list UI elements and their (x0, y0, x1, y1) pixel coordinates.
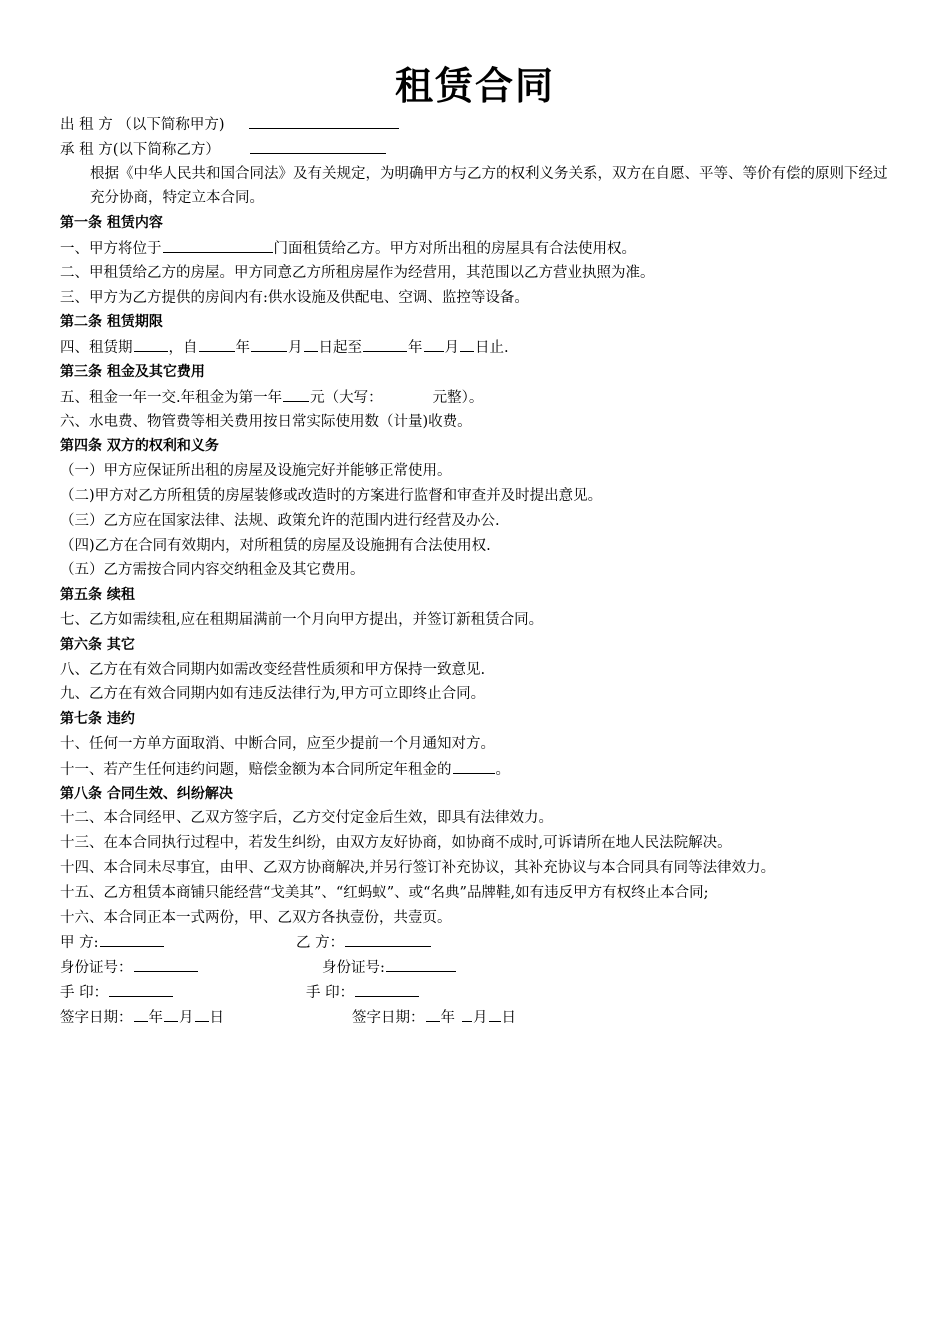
party-a-seal-label: 手 印： (60, 984, 109, 1001)
party-b-month-text: 月 (473, 1009, 488, 1026)
clause-7: 七、乙方如需续租,应在租期届满前一个月向甲方提出，并签订新租赁合同。 (60, 611, 544, 628)
term-text-6: 年 (408, 340, 423, 357)
clause-12: 十二、本合同经甲、乙双方签字后，乙方交付定金后生效，即具有法律效力。 (60, 810, 553, 827)
party-b-id-blank (386, 955, 456, 972)
document-title: 租赁合同 (394, 64, 555, 108)
end-day-blank (460, 335, 474, 352)
party-a-date-month (164, 1005, 178, 1022)
article-8-heading: 第八条 合同生效、纠纷解决 (60, 785, 233, 802)
rent-text-b: 元（大写： (310, 389, 383, 406)
party-a-id-blank (134, 955, 198, 972)
start-day-blank (304, 335, 318, 352)
clause-4 (60, 335, 890, 360)
term-text-4: 月 (288, 340, 303, 357)
article-3-heading: 第三条 租金及其它费用 (60, 363, 205, 380)
party-a-date-year (134, 1005, 148, 1022)
party-a-label: 出 租 方 （以下简称甲方) (60, 117, 225, 133)
article-5-heading: 第五条 续租 (60, 587, 135, 604)
clause-14: 十四、本合同未尽事宜，由甲、乙双方协商解决,并另行签订补充协议，其补充协议与本合同具有同等法律效力。 (60, 859, 776, 876)
clause-9: 九、乙方在有效合同期内如有违反法律行为,甲方可立即终止合同。 (60, 686, 486, 703)
right-item-5: （五）乙方需按合同内容交纳租金及其它费用。 (60, 562, 365, 579)
location-blank (163, 236, 273, 253)
party-b-sign-label: 乙 方： (296, 935, 345, 952)
rent-text-a: 五、租金一年一交.年租金为第一年 (60, 389, 283, 406)
party-a-seal-blank (109, 980, 173, 997)
start-year-blank (199, 335, 235, 352)
right-item-2: （二)甲方对乙方所租赁的房屋装修或改造时的方案进行监督和审查并及时提出意见。 (60, 487, 603, 504)
penalty-text-a: 十一、若产生任何违约问题，赔偿金额为本合同所定年租金的 (60, 761, 452, 778)
signature-seal-row (60, 980, 890, 1005)
term-text-1: 四、租赁期 (60, 340, 133, 357)
signature-party-row (60, 930, 890, 955)
party-b-seal-blank (355, 980, 419, 997)
term-text-3: 年 (235, 340, 250, 357)
clause-8: 八、乙方在有效合同期内如需改变经营性质须和甲方保持一致意见. (60, 661, 486, 678)
party-a-date-label: 签字日期： (60, 1009, 133, 1026)
party-b-date-year (426, 1005, 440, 1022)
clause-2: 二、甲租赁给乙方的房屋。甲方同意乙方所租房屋作为经营用，其范围以乙方营业执照为准。 (60, 264, 655, 281)
contract-body (60, 112, 890, 1029)
start-month-blank (251, 335, 287, 352)
party-a-sign-label: 甲 方: (60, 935, 99, 952)
end-month-blank (424, 335, 444, 352)
right-item-1: （一）甲方应保证所出租的房屋及设施完好并能够正常使用。 (60, 463, 452, 480)
rent-amount-blank (283, 385, 309, 402)
party-a-month-text: 月 (179, 1009, 194, 1026)
end-year-blank (363, 335, 407, 352)
clause-6: 六、水电费、物管费等相关费用按日常实际使用数（计量)收费。 (60, 413, 472, 430)
signature-id-row (60, 955, 890, 980)
clause-1-text-b: 门面租赁给乙方。甲方对所出租的房屋具有合法使用权。 (273, 240, 636, 257)
penalty-blank (453, 757, 495, 774)
party-b-seal-label: 手 印： (306, 984, 355, 1001)
clause-1-text-a: 一、甲方将位于 (60, 240, 162, 257)
term-text-8: 日止. (475, 340, 509, 357)
article-6-heading: 第六条 其它 (60, 636, 135, 653)
party-b-year-text: 年 (440, 1009, 455, 1026)
clause-11 (60, 757, 890, 782)
article-4-heading: 第四条 双方的权利和义务 (60, 438, 219, 455)
party-b-id-label: 身份证号: (322, 960, 385, 977)
rent-text-c: 元整）。 (432, 389, 484, 406)
party-b-label: 承 租 方(以下简称乙方） (60, 141, 220, 158)
clause-10: 十、任何一方单方面取消、中断合同，应至少提前一个月通知对方。 (60, 735, 495, 752)
term-text-7: 月 (444, 340, 459, 357)
signature-date-row (60, 1005, 890, 1030)
clause-15: 十五、乙方租赁本商铺只能经营“戈美其”、“红蚂蚁”、或“名典”品牌鞋,如有违反甲方有权终止本合同; (60, 884, 709, 901)
preamble: 根据《中华人民共和国合同法》及有关规定，为明确甲方与乙方的权利义务关系，双方在自愿、平等、等价有偿的原则下经过充分协商，特定立本合同。 (90, 165, 888, 207)
clause-16: 十六、本合同正本一式两份，甲、乙双方各执壹份，共壹页。 (60, 909, 452, 926)
party-a-blank (249, 112, 399, 129)
party-a-id-label: 身份证号： (60, 960, 133, 977)
party-b-date-label: 签字日期： (352, 1009, 425, 1026)
party-b-line (60, 137, 890, 162)
clause-13: 十三、在本合同执行过程中，若发生纠纷，由双方友好协商，如协商不成时,可诉请所在地人民法院解决。 (60, 835, 732, 852)
clause-5 (60, 385, 890, 410)
clause-3: 三、甲方为乙方提供的房间内有:供水设施及供配电、空调、监控等设备。 (60, 289, 529, 306)
party-b-blank (250, 137, 386, 154)
party-a-sign-blank (100, 930, 164, 947)
right-item-3: （三）乙方应在国家法律、法规、政策允许的范围内进行经营及办公. (60, 512, 500, 529)
term-text-5: 日起至 (318, 340, 362, 357)
article-2-heading: 第二条 租赁期限 (60, 314, 163, 331)
party-a-day-text: 日 (209, 1009, 224, 1026)
party-a-year-text: 年 (148, 1009, 163, 1026)
penalty-text-b: 。 (495, 761, 510, 778)
article-7-heading: 第七条 违约 (60, 711, 135, 728)
party-a-line (60, 112, 890, 137)
party-b-date-day (489, 1005, 501, 1022)
term-text-2: ，自 (168, 340, 198, 357)
article-1-heading: 第一条 租赁内容 (60, 215, 163, 232)
party-b-date-month (462, 1005, 472, 1022)
party-a-date-day (195, 1005, 209, 1022)
term-length-blank (134, 335, 168, 352)
party-b-day-text: 日 (501, 1009, 516, 1026)
right-item-4: （四)乙方在合同有效期内，对所租赁的房屋及设施拥有合法使用权. (60, 537, 491, 554)
clause-1 (60, 236, 890, 261)
party-b-sign-blank (345, 930, 431, 947)
